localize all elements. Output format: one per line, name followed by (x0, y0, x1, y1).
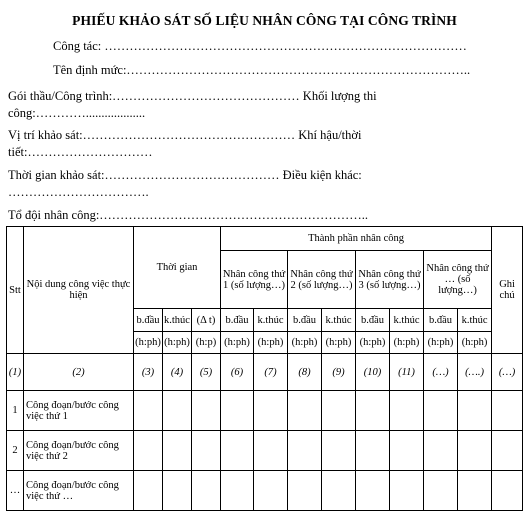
unit-cell: (h:ph) (288, 332, 322, 354)
unit-cell: (h:ph) (356, 332, 390, 354)
col-number: (…) (492, 354, 523, 391)
header-worker-3: Nhân công thứ 3 (số lượng…) (356, 251, 424, 309)
w1-end: k.thúc (254, 309, 288, 332)
col-number: (1) (7, 354, 24, 391)
empty-cell[interactable] (458, 431, 492, 471)
empty-cell[interactable] (134, 431, 163, 471)
empty-cell[interactable] (458, 471, 492, 511)
col-number: (7) (254, 354, 288, 391)
column-number-row (7, 354, 523, 391)
header-worker-1: Nhân công thứ 1 (số lượng…) (221, 251, 288, 309)
empty-cell[interactable] (163, 431, 192, 471)
empty-cell[interactable] (163, 391, 192, 431)
unit-cell: (h:ph) (254, 332, 288, 354)
empty-cell[interactable] (192, 471, 221, 511)
empty-cell[interactable] (356, 431, 390, 471)
header-stt: Stt (7, 227, 24, 354)
w3-end: k.thúc (390, 309, 424, 332)
header-content: Nội dung công việc thực hiện (24, 227, 134, 354)
empty-cell[interactable] (390, 391, 424, 431)
empty-cell[interactable] (356, 391, 390, 431)
unit-cell: (h:ph) (390, 332, 424, 354)
unit-cell: (h:ph) (134, 332, 163, 354)
row-stt: 1 (7, 391, 24, 431)
empty-cell[interactable] (322, 471, 356, 511)
col-number: (4) (163, 354, 192, 391)
time-start: b.đầu (134, 309, 163, 332)
col-number: (5) (192, 354, 221, 391)
col-number: (11) (390, 354, 424, 391)
col-number: (3) (134, 354, 163, 391)
col-number: (8) (288, 354, 322, 391)
empty-cell[interactable] (356, 471, 390, 511)
empty-cell[interactable] (390, 471, 424, 511)
col-number: (6) (221, 354, 254, 391)
empty-cell[interactable] (192, 431, 221, 471)
unit-cell: (h:ph) (458, 332, 492, 354)
empty-cell[interactable] (424, 471, 458, 511)
unit-cell: (h:p) (192, 332, 221, 354)
w3-start: b.đầu (356, 309, 390, 332)
empty-cell[interactable] (492, 391, 523, 431)
unit-cell: (h:ph) (322, 332, 356, 354)
empty-cell[interactable] (254, 471, 288, 511)
w2-start: b.đầu (288, 309, 322, 332)
time-end: k.thúc (163, 309, 192, 332)
empty-cell[interactable] (288, 391, 322, 431)
col-number: (…) (424, 354, 458, 391)
table-row (7, 471, 523, 511)
header-time: Thời gian (134, 227, 221, 309)
weather-field: tiết:………………………… (8, 145, 153, 159)
empty-cell[interactable] (288, 471, 322, 511)
empty-cell[interactable] (424, 431, 458, 471)
header-worker-n: Nhân công thứ … (số lượng…) (424, 251, 492, 309)
row-task: Công đoạn/bước công việc thứ … (24, 471, 134, 511)
empty-cell[interactable] (192, 391, 221, 431)
other-conditions-field: ……………………………. (8, 185, 149, 199)
empty-cell[interactable] (322, 431, 356, 471)
empty-cell[interactable] (163, 471, 192, 511)
survey-time-field: Thời gian khảo sát:…………………………………… Điều kiện khác: (8, 168, 362, 182)
volume-field: công:…………................... (8, 106, 146, 120)
table-row (7, 391, 523, 431)
time-delta: (Δ t) (192, 309, 221, 332)
empty-cell[interactable] (134, 391, 163, 431)
table-row (7, 431, 523, 471)
empty-cell[interactable] (424, 391, 458, 431)
empty-cell[interactable] (322, 391, 356, 431)
form-title: PHIẾU KHẢO SÁT SỐ LIỆU NHÂN CÔNG TẠI CÔNG TRÌNH (72, 13, 457, 28)
wn-start: b.đầu (424, 309, 458, 332)
unit-cell: (h:ph) (163, 332, 192, 354)
crew-field: Tổ đội nhân công:……………………………………………………….. (8, 208, 369, 222)
package-project-field: Gói thầu/Công trình:……………………………………… Khối lượng thi (8, 89, 377, 103)
empty-cell[interactable] (390, 431, 424, 471)
empty-cell[interactable] (134, 471, 163, 511)
row-task: Công đoạn/bước công việc thứ 2 (24, 431, 134, 471)
col-number: (2) (24, 354, 134, 391)
row-stt: 2 (7, 431, 24, 471)
empty-cell[interactable] (458, 391, 492, 431)
empty-cell[interactable] (221, 391, 254, 431)
col-number: (10) (356, 354, 390, 391)
unit-cell: (h:ph) (424, 332, 458, 354)
empty-cell[interactable] (221, 471, 254, 511)
wn-end: k.thúc (458, 309, 492, 332)
work-field: Công tác: …………………………………………………………………………… (53, 39, 467, 53)
header-row-1 (7, 227, 523, 251)
norm-name-field: Tên định mức:……………………………………………………………………….. (53, 63, 471, 77)
col-number: (9) (322, 354, 356, 391)
col-number: (….) (458, 354, 492, 391)
survey-table (6, 226, 523, 511)
empty-cell[interactable] (288, 431, 322, 471)
header-worker-2: Nhân công thứ 2 (số lượng…) (288, 251, 356, 309)
row-task: Công đoạn/bước công việc thứ 1 (24, 391, 134, 431)
empty-cell[interactable] (492, 471, 523, 511)
w1-start: b.đầu (221, 309, 254, 332)
empty-cell[interactable] (254, 391, 288, 431)
unit-cell: (h:ph) (221, 332, 254, 354)
header-labor: Thành phần nhân công (221, 227, 492, 251)
empty-cell[interactable] (221, 431, 254, 471)
row-stt: … (7, 471, 24, 511)
header-note: Ghi chú (492, 227, 523, 354)
empty-cell[interactable] (492, 431, 523, 471)
w2-end: k.thúc (322, 309, 356, 332)
location-field: Vị trí khảo sát:…………………………………………… Khí hậu/thời (8, 128, 362, 142)
empty-cell[interactable] (254, 431, 288, 471)
